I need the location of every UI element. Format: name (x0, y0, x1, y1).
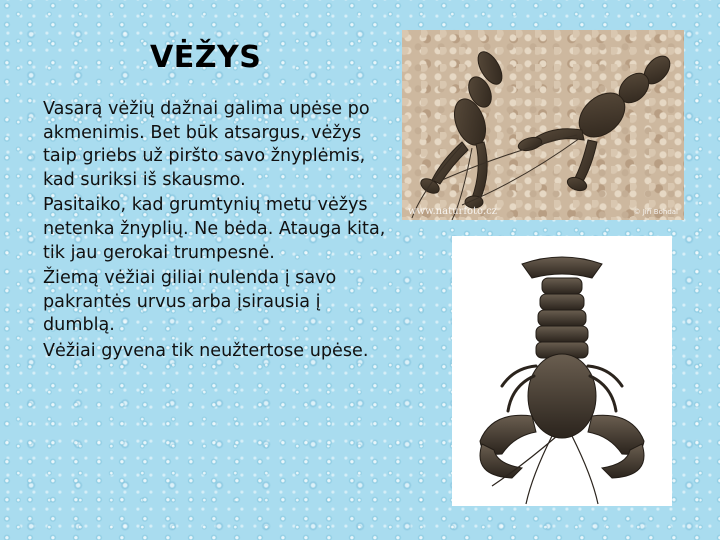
crayfish-single-photo (452, 236, 672, 506)
paragraph-2: Pasitaiko, kad grumtynių metu vėžys netenka žnyplių. Ne bėda. Atauga kita, tik jau gerokai trumpesnė. (43, 195, 386, 263)
photo-watermark: www.naturfoto.cz (408, 206, 497, 217)
photo-credit: © Jiří Bohdal (633, 208, 678, 216)
paragraph-4: Vėžiai gyvena tik neužtertose upėse. (43, 340, 369, 361)
body-text (43, 98, 388, 366)
slide-title: VĖŽYS (150, 40, 262, 75)
crayfish-pair-illustration (402, 30, 684, 220)
crayfish-single-illustration (452, 236, 672, 506)
right-crayfish (517, 51, 675, 193)
left-crayfish (418, 48, 506, 208)
paragraph-1: Vasarą vėžių dažnai galima upėse po akmenimis. Bet būk atsargus, vėžys taip griebs už piršto savo žnyplėmis, kad suriksi iš skausmo. (43, 99, 370, 190)
crayfish-pair-photo (402, 30, 684, 220)
paragraph-3: Žiemą vėžiai giliai nulenda į savo pakrantės urvus arba įsirausia į dumblą. (43, 268, 337, 336)
